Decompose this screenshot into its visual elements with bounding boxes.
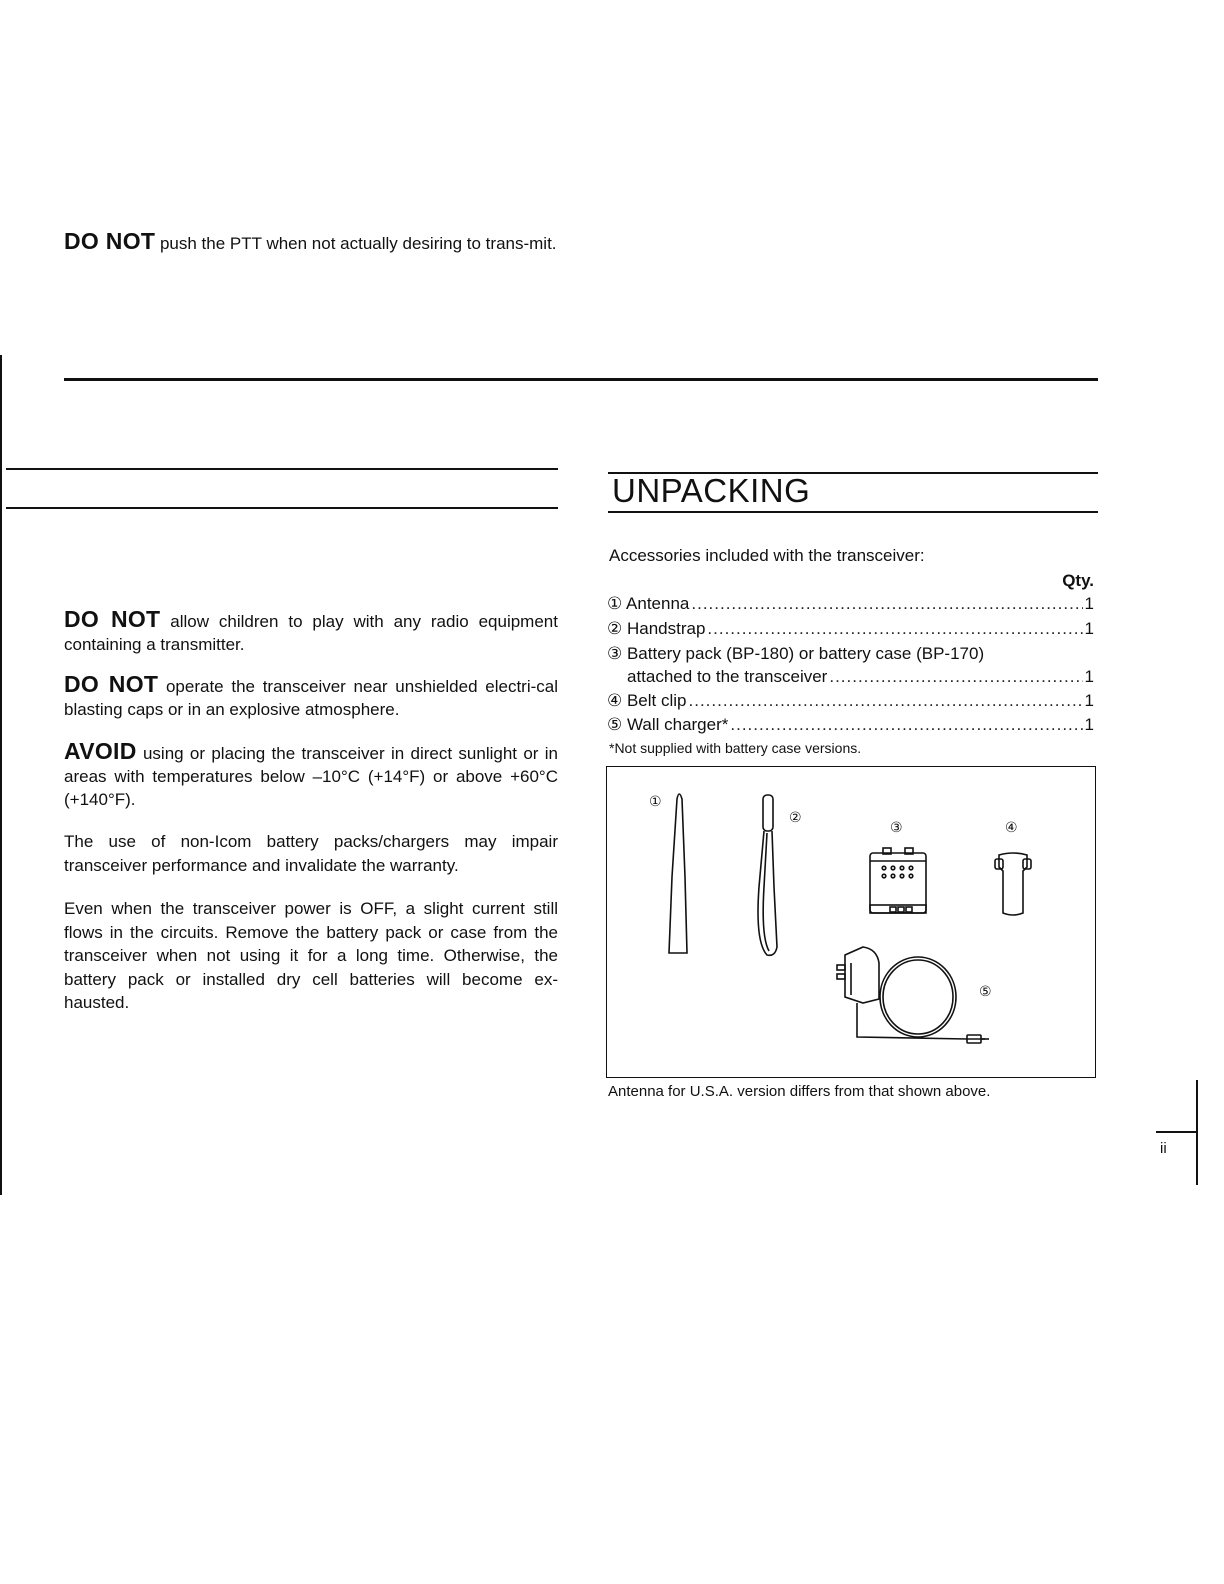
wall-charger-drawing <box>837 947 989 1043</box>
marker-battery-pack: ③ <box>890 819 903 835</box>
section-heading: UNPACKING <box>612 472 811 509</box>
right-edge-line <box>1196 1080 1198 1185</box>
left-header-rule-top <box>6 468 558 470</box>
marker-wall-charger: ⑤ <box>979 983 992 999</box>
warning-text: allow children to play with any radio equipment containing a transmitter. <box>64 612 558 654</box>
item-belt-clip <box>607 691 1094 715</box>
item-qty: 1 <box>1084 594 1094 613</box>
accessories-intro: Accessories included with the transceiver: <box>609 546 925 565</box>
accessories-illustration <box>606 766 1096 1078</box>
warning-text: push the PTT when not actually desiring to trans-mit. <box>155 234 557 253</box>
item-qty: 1 <box>1084 715 1094 734</box>
marker-belt-clip: ④ <box>1005 819 1018 835</box>
item-qty: 1 <box>1084 667 1094 686</box>
warning-keyword: DO NOT <box>64 606 161 632</box>
item-battery-pack-cont <box>627 667 1094 691</box>
item-label: ② Handstrap <box>607 619 706 638</box>
top-rule <box>64 378 1098 381</box>
warning-text: operate the transceiver near unshielded electri-cal blasting caps or in an explosive atmosphere. <box>64 677 558 719</box>
left-edge-line <box>0 355 2 1195</box>
left-header-rule-bottom <box>6 507 558 509</box>
battery-pack-drawing <box>870 848 926 913</box>
right-header-rule-bottom <box>608 511 1098 513</box>
warning-keyword: DO NOT <box>64 228 156 254</box>
item-qty: 1 <box>1084 619 1094 638</box>
item-wall-charger <box>607 715 1094 739</box>
warning-keyword: AVOID <box>64 738 137 764</box>
marker-antenna: ① <box>649 793 662 809</box>
belt-clip-drawing <box>995 853 1031 915</box>
current-drain-paragraph: Even when the transceiver power is OFF, a slight current still flows in the circuits. Remove the battery pack or case from the transceiver when not using it for a long time. Otherwise, the battery pack or installed dry cell batteries will become ex-hausted. <box>64 899 558 1012</box>
item-label: ① Antenna <box>607 594 690 613</box>
page-number: ii <box>1160 1140 1167 1157</box>
item-label: attached to the transceiver <box>627 667 828 686</box>
warning-keyword: DO NOT <box>64 671 159 697</box>
warning-blasting-caps <box>64 673 558 721</box>
item-handstrap <box>607 619 1094 643</box>
warning-ptt <box>64 230 558 255</box>
warning-children <box>64 608 558 656</box>
item-antenna <box>607 594 1094 618</box>
item-label: ④ Belt clip <box>607 691 687 710</box>
footnote: *Not supplied with battery case versions. <box>609 740 862 756</box>
qty-header: Qty. <box>1062 571 1094 590</box>
item-qty: 1 <box>1084 691 1094 710</box>
item-label: ⑤ Wall charger* <box>607 715 729 734</box>
page-tab-line <box>1156 1131 1198 1133</box>
battery-warranty-paragraph: The use of non-Icom battery packs/chargers may impair transceiver performance and invalidate the warranty. <box>64 832 558 875</box>
figure-caption: Antenna for U.S.A. version differs from that shown above. <box>608 1083 991 1100</box>
marker-handstrap: ② <box>789 809 802 825</box>
handstrap-drawing <box>758 795 777 955</box>
warning-temperature <box>64 740 558 811</box>
antenna-drawing <box>669 794 687 953</box>
item-battery-pack: ③ Battery pack (BP-180) or battery case (BP-170) <box>607 644 985 663</box>
warning-text: using or placing the transceiver in direct sunlight or in areas with temperatures below –10°C (+14°F) or above +60°C (+140°F). <box>64 744 558 809</box>
